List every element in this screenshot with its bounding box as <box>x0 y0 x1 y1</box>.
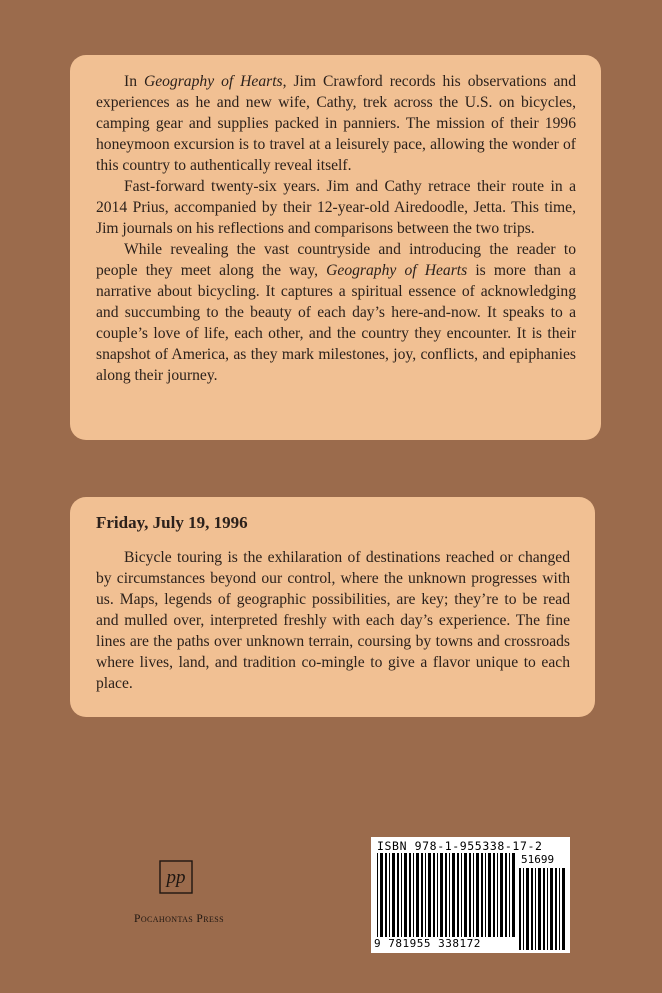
isbn-barcode <box>371 837 570 953</box>
journal-date: Friday, July 19, 1996 <box>96 513 248 532</box>
book-title-italic: Geography of Hearts <box>326 262 468 279</box>
journal-paragraph: Bicycle touring is the exhilaration of destinations reached or changed by circumstances beyond our control, where the unknown progresses with us. Maps, legends of geographic possibilities, are key; they’re to be read and mulled over, interpreted freshly with each day’s experience. The fine lines are the paths over unknown terrain, coursing by towns and crossroads where lives, land, and tradition co-mingle to give a flavor unique to each place. <box>96 549 570 692</box>
addon-barcode-icon <box>518 868 566 950</box>
journal-excerpt-panel <box>70 497 595 717</box>
publisher-name: Pocahontas Press <box>134 913 224 925</box>
text-run: While revealing the vast countryside and introducing the reader to people they meet along the way, <box>96 241 576 279</box>
description-paragraph <box>96 71 576 176</box>
description-panel <box>70 55 601 440</box>
description-paragraph <box>96 239 576 386</box>
text-run: , Jim Crawford records his observations and experiences as he and new wife, Cathy, trek across the U.S. on bicycles, camping gear and supplies packed in panniers. The mission of their 1996 honeymoon excursion is to travel at a leisurely pace, allowing the wonder of this country to authentically reveal itself. <box>96 73 576 174</box>
pp-monogram-icon <box>159 860 193 894</box>
ean13-barcode-icon <box>376 853 516 937</box>
ean-digits: 9 781955 338172 <box>374 937 481 950</box>
description-paragraph <box>96 176 576 239</box>
logo-monogram: pp <box>166 867 186 888</box>
price-code: 51699 <box>521 853 555 866</box>
book-title-italic: Geography of Hearts <box>143 73 283 90</box>
text-run: is more than a narrative about bicycling. It captures a spiritual essence of acknowledging and succumbing to the beauty of each day’s here-and-now. It speaks to a couple’s love of life, each other, and the country they encounter. It is their snapshot of America, as they mark milestones, joy, conflicts, and epiphanies along their journey. <box>96 262 576 384</box>
isbn-label: ISBN 978-1-955338-17-2 <box>377 839 543 853</box>
publisher-logo <box>109 850 249 930</box>
text-run: In <box>124 73 144 90</box>
text-run: Fast-forward twenty-six years. Jim and Cathy retrace their route in a 2014 Prius, accompanied by their 12-year-old Airedoodle, Jetta. This time, Jim journals on his reflections and comparisons between the two trips. <box>96 178 576 237</box>
